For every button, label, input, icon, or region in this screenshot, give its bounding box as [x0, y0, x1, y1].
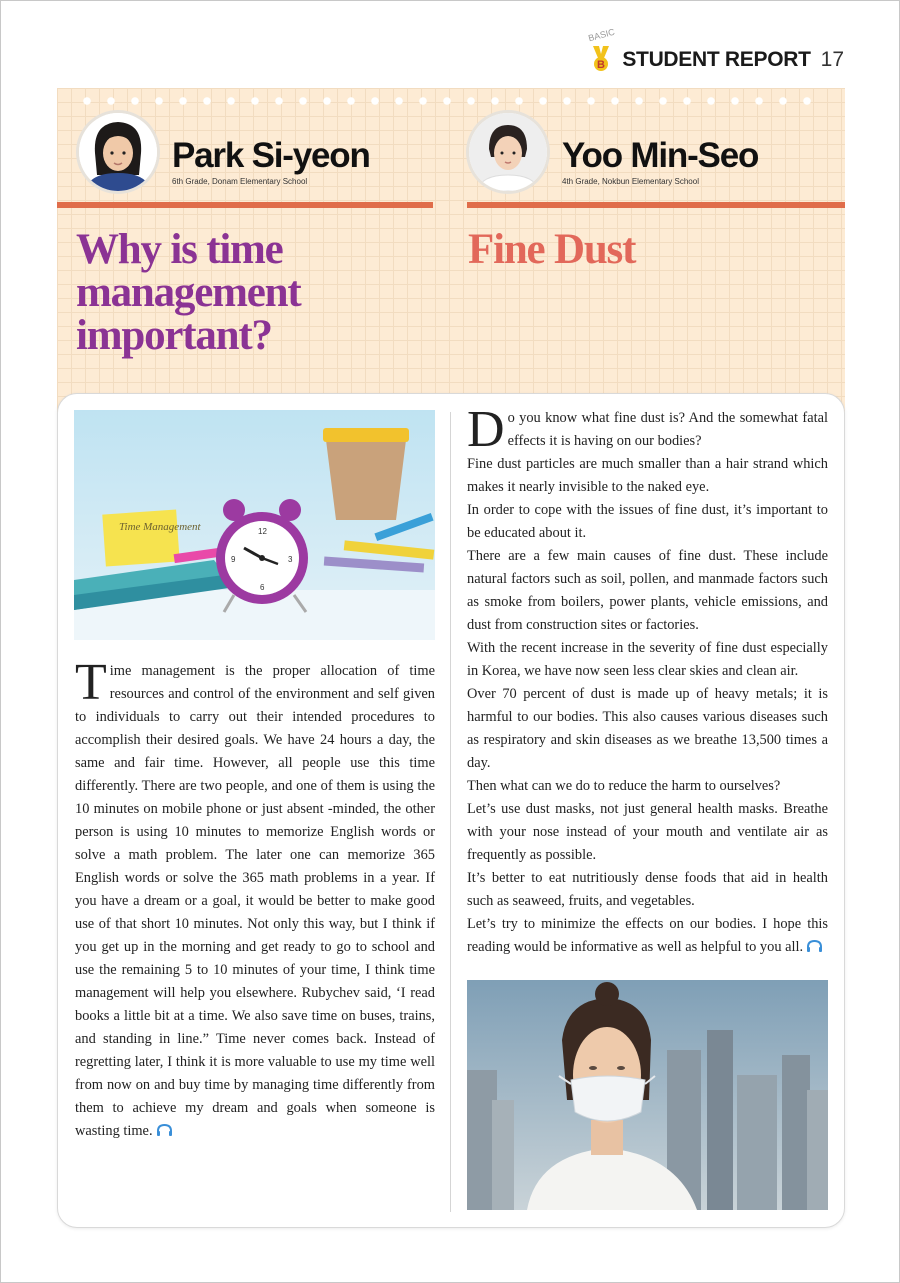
title-rule [57, 202, 433, 208]
logo-badge-icon [591, 44, 611, 72]
article-fine-dust [467, 401, 828, 959]
article-time-management [75, 654, 435, 1143]
logo-text: BASIC [587, 26, 617, 44]
author-park [76, 110, 370, 194]
article-title-time-management: Why is time management important? [76, 226, 301, 359]
article-title-fine-dust: Fine Dust [468, 226, 636, 273]
basic-logo [587, 26, 617, 72]
report-title: STUDENT REPORT [622, 48, 811, 71]
author-school: 6th Grade, Donam Elementary School [172, 177, 308, 186]
article-paragraph: There are a few main causes of fine dust. These include natural factors such as soil, pollen, and manmade factors such as smoke from boilers, power plants, vehicle emissions, and dust from construction sites or factories. [467, 548, 828, 633]
author-photo [466, 110, 550, 194]
article-paragraph: Then what can we do to reduce the harm to ourselves? [467, 778, 781, 794]
mask-woman-photo [467, 980, 828, 1210]
headphone-icon [156, 1123, 173, 1136]
svg-text:6: 6 [260, 583, 265, 592]
author-name: Park Si-yeon [172, 136, 370, 175]
article-paragraph: It’s better to eat nutritiously dense foods that aid in health such as seaweed, fruits, and vegetables. [467, 870, 828, 909]
author-school: 4th Grade, Nokbun Elementary School [562, 177, 699, 186]
svg-text:B: B [597, 59, 606, 71]
column-divider [450, 412, 451, 1212]
article-body: ime management is the proper allocation of time resources and control of the environment and self given to individuals to carry out their intended procedures to accomplish their desired goals. We have 24 hours a day, the same and fair time. However, all people use this time differently. There are two people, and one of them is using the 10 minutes on mobile phone or just absent -minded, the other person is using 10 minutes to memorize English words or solve a math problem. The later one can memorize 365 English words or solve the 365 math problems in a year. If you have a dream or a goal, it would be better to make good use of that short 10 minutes. Not only this way, but I think if you get up in the morning and get ready to go to school and use the remaining 5 to 10 minutes of your time, I think time management will help you elsewhere. Rubychev said, ‘I read books a little bit at a time. We also save time on buses, trains, and standing in line.” Time never comes back. Instead of regretting later, I think it is more valuable to use my time well from now on and buy time by managing time differently from them to achieve my dream and goals when someone is wasting time. [75, 663, 435, 1139]
author-name: Yoo Min-Seo [562, 136, 759, 175]
drop-cap: D [467, 401, 505, 458]
article-paragraph: Let’s try to minimize the effects on our bodies. I hope this reading would be informative as well as helpful to you all. [467, 916, 828, 955]
drop-cap: T [75, 654, 107, 711]
author-yoo [466, 110, 758, 194]
article-paragraph: In order to cope with the issues of fine dust, it’s important to be educated about it. [467, 502, 828, 541]
svg-text:9: 9 [231, 555, 236, 564]
article-paragraph: Fine dust particles are much smaller than a hair strand which makes it nearly invisible to the naked eye. [467, 456, 828, 495]
title-rule [467, 202, 845, 208]
page-number: 17 [820, 48, 844, 71]
article-paragraph: With the recent increase in the severity of fine dust especially in Korea, we have now seen less clear skies and clean air. [467, 640, 828, 679]
clock-photo [74, 410, 435, 640]
headphone-icon [806, 939, 823, 952]
article-paragraph: Over 70 percent of dust is made up of heavy metals; it is harmful to our bodies. This also causes various diseases such as respiratory and skin diseases as we breathe 13,500 times a day. [467, 686, 828, 771]
svg-text:12: 12 [258, 527, 267, 536]
banner-dots [75, 96, 827, 106]
article-paragraph: Let’s use dust masks, not just general health masks. Breathe with your nose instead of your mouth and ventilate air as frequently as possible. [467, 801, 828, 863]
article-paragraph: Do you know what fine dust is? And the somewhat fatal effects it is having on our bodies? [467, 401, 828, 458]
svg-text:Time Management: Time Management [119, 521, 201, 533]
author-photo [76, 110, 160, 194]
svg-text:3: 3 [288, 555, 293, 564]
page-header [587, 26, 844, 72]
article-paragraph [75, 654, 435, 1143]
